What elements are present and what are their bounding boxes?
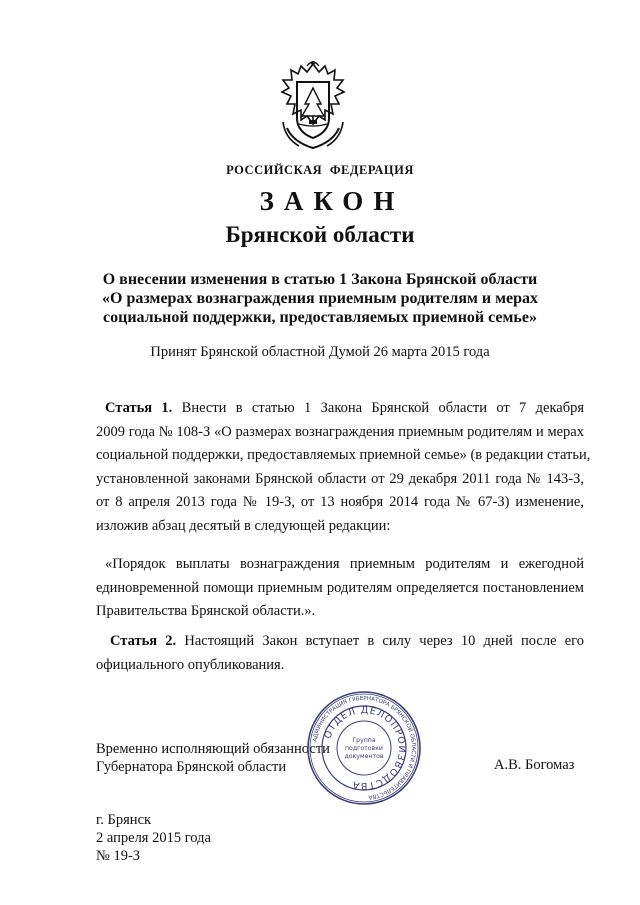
article-1-text: Внести в статью 1 Закона Брянской области от 7 декабря [172, 400, 584, 416]
place-date-number [96, 811, 211, 865]
stamp-inner-line: подготовки [345, 745, 383, 752]
bryansk-coat-of-arms-icon [273, 58, 353, 152]
region-title: Брянской области [225, 222, 415, 247]
article-1-line: от 8 апреля 2013 года № 19-З, от 13 ноября 2014 года № 67-З) изменение, [96, 494, 584, 510]
position-line: Временно исполняющий обязанности [96, 741, 330, 757]
article-1-line: социальной поддержки, предоставляемых приемной семье» (в редакции статьи, [96, 447, 591, 463]
quote-line: единовременной помощи приемным родителям определяется постановлением [96, 579, 584, 596]
article-1-line: изложив абзац десятый в следующей редакции: [96, 517, 391, 534]
stamp-outer-text: АДМИНИСТРАЦИЯ ГУБЕРНАТОРА БРЯНСКОЙ ОБЛАСТИ И ПРАВИТЕЛЬСТВА [312, 695, 417, 800]
subject-line: О внесении изменения в статью 1 Закона Брянской области [102, 271, 538, 288]
city: г. Брянск [96, 812, 152, 828]
signatory-position [96, 740, 330, 776]
article-1 [96, 397, 591, 538]
federation-heading: РОССИЙСКАЯ ФЕДЕРАЦИЯ [226, 163, 414, 177]
quote-line: Правительства Брянской области.». [96, 603, 316, 619]
article-2-text: Настоящий Закон вступает в силу через 10 дней после его [176, 633, 584, 649]
law-number: № 19-З [96, 848, 141, 864]
subject-line: «О размерах вознаграждения приемным родителям и мерах [102, 290, 538, 307]
law-subject [0, 270, 640, 327]
article-1-line: 2009 года № 108-З «О размерах вознаграждения приемным родителям и мерах [96, 423, 584, 440]
position-line: Губернатора Брянской области [96, 759, 287, 775]
stamp-ring-text: ОТДЕЛ ДЕЛОПРОИЗВОДСТВА [322, 704, 408, 792]
article-2-label: Статья 2. [110, 633, 177, 649]
amended-paragraph [96, 553, 584, 624]
article-2-first-line [96, 630, 584, 654]
article-1-first-line [96, 397, 584, 421]
article-2 [96, 630, 584, 677]
document-type-title: ЗАКОН [259, 186, 405, 216]
subject-line: социальной поддержки, предоставляемых приемной семье» [103, 309, 537, 326]
stamp-inner-line: документов [344, 753, 384, 760]
article-1-line: установленной законами Брянской области от 29 декабря 2011 года № 143-З, [96, 470, 584, 487]
signing-date: 2 апреля 2015 года [96, 830, 211, 846]
adoption-note: Принят Брянской областной Думой 26 марта 2015 года [150, 344, 490, 360]
article-1-label: Статья 1. [105, 400, 173, 416]
stamp-inner-line: Группа [352, 737, 376, 744]
article-2-line: официального опубликования. [96, 656, 285, 673]
signatory-name: А.В. Богомаз [494, 757, 575, 773]
office-stamp [306, 690, 422, 806]
quote-line: «Порядок выплаты вознаграждения приемным родителям и ежегодной [105, 556, 584, 572]
